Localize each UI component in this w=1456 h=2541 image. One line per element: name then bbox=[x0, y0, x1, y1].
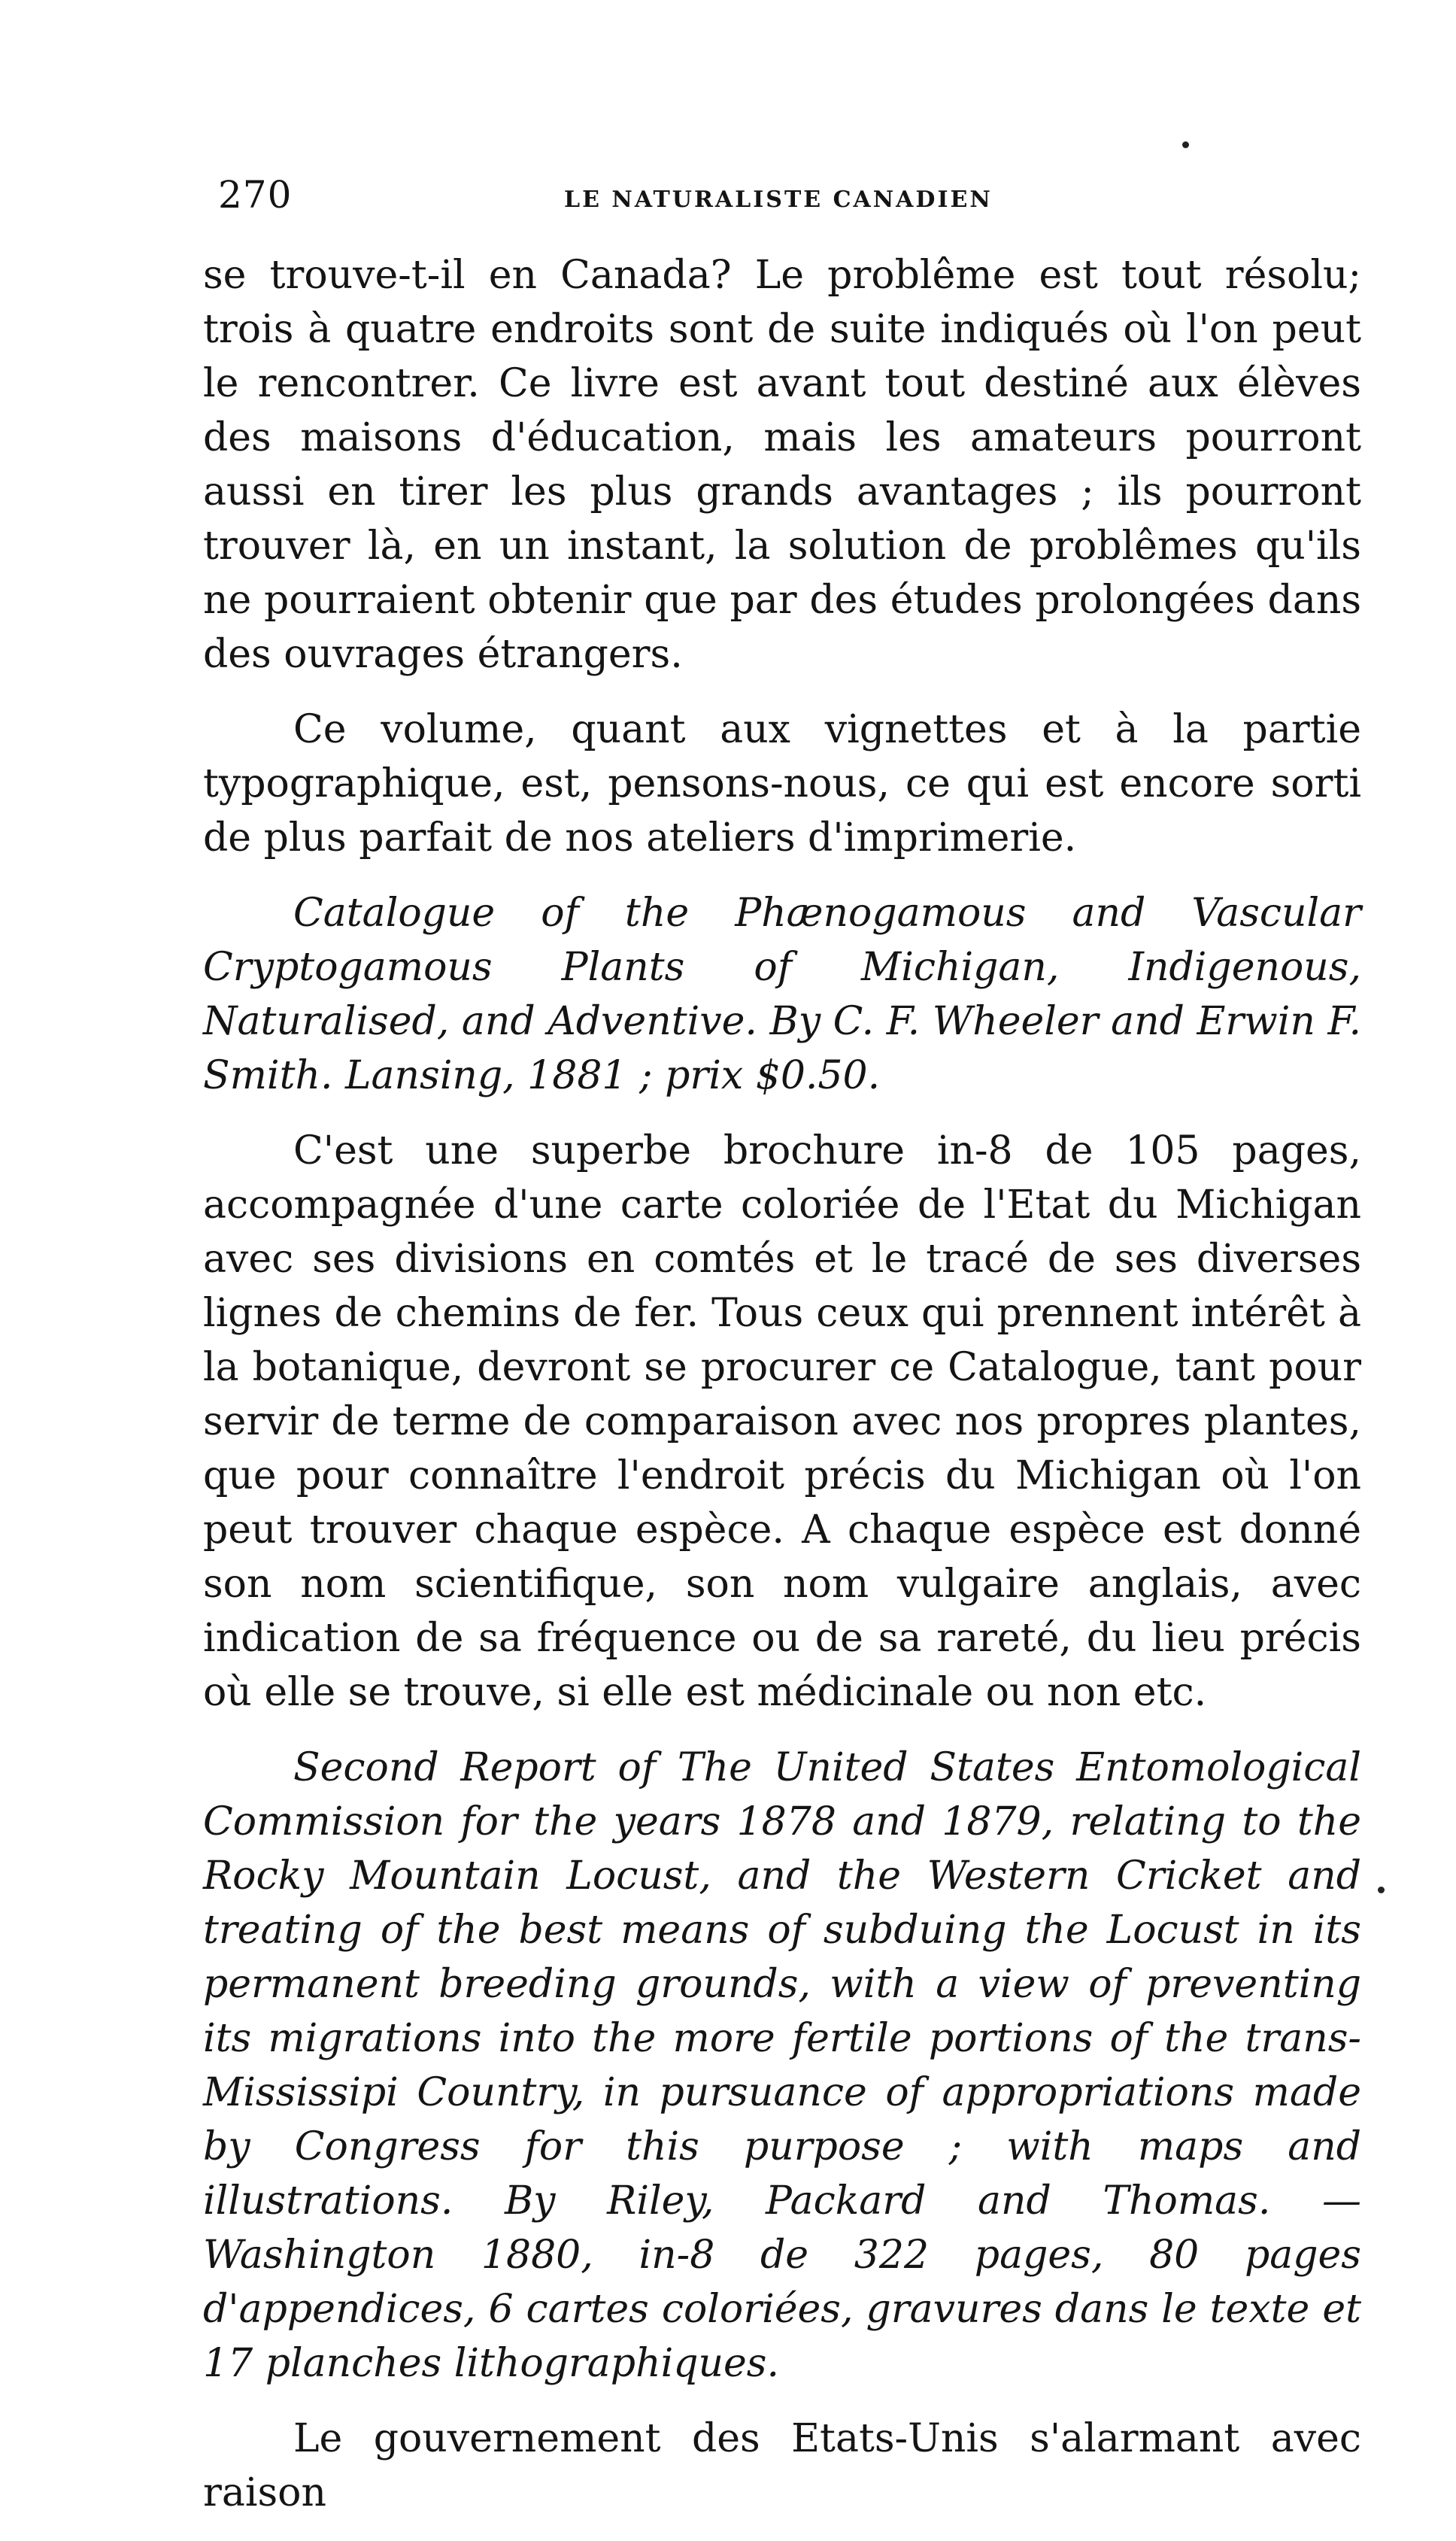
paragraph-michigan-catalogue-citation: Catalogue of the Phænogamous and Vascular Cryptogamous Plants of Michigan, Indigenous, Naturalised, and Adventive. By C. F. Wheeler and Erwin F. Smith. Lansing, 1881 ; prix $0.50. bbox=[203, 891, 1361, 1098]
paragraph-locust-review-start: Le gouvernement des Etats-Unis s'alarmant avec raison bbox=[203, 2416, 1361, 2515]
ink-speck bbox=[1378, 1887, 1385, 1893]
paragraph-volume-review: Ce volume, quant aux vignettes et à la partie typographique, est, pensons-nous, ce qui est encore sorti de plus parfait de nos ateliers d'imprimerie. bbox=[203, 707, 1361, 861]
page-number: 270 bbox=[218, 173, 293, 217]
ink-speck bbox=[1182, 141, 1189, 148]
running-title: LE NATURALISTE CANADIEN bbox=[564, 187, 993, 213]
paragraph-entomological-report-citation: Second Report of The United States Entomological Commission for the years 1878 and 1879, relating to the Rocky Mountain Locust, and the Western Cricket and treating of the best means of subduing the Locust in its permanent breeding grounds, with a view of preventing its migrations into the more fertile portions of the trans-Mississipi Country, in pursuance of appropriations made by Congress for this purpose ; with maps and illustrations. By Riley, Packard and Thomas. — Washington 1880, in-8 de 322 pages, 80 pages d'appendices, 6 cartes coloriées, gravures dans le texte et 17 planches lithographiques. bbox=[203, 1745, 1361, 2386]
page bbox=[203, 165, 1361, 2541]
page-header bbox=[203, 165, 1361, 218]
paragraph-michigan-catalogue-review: C'est une superbe brochure in-8 de 105 pages, accompagnée d'une carte coloriée de l'Etat du Michigan avec ses divisions en comtés et le tracé de ses diverses lignes de chemins de fer. Tous ceux qui prennent intérêt à la botanique, devront se procurer ce Catalogue, tant pour servir de terme de comparaison avec nos propres plantes, que pour connaître l'endroit précis du Michigan où l'on peut trouver chaque espèce. A chaque espèce est donné son nom scientifique, son nom vulgaire anglais, avec indication de sa fréquence ou de sa rareté, du lieu précis où elle se trouve, si elle est médicinale ou non etc. bbox=[203, 1128, 1361, 1715]
paragraph-continuation: se trouve-t-il en Canada? Le problême est tout résolu; trois à quatre endroits sont de suite indiqués où l'on peut le rencontrer. Ce livre est avant tout destiné aux élèves des maisons d'éducation, mais les amateurs pourront aussi en tirer les plus grands avantages ; ils pourront trouver là, en un instant, la solution de problêmes qu'ils ne pourraient obtenir que par des études prolongées dans des ouvrages étrangers. bbox=[203, 253, 1361, 677]
